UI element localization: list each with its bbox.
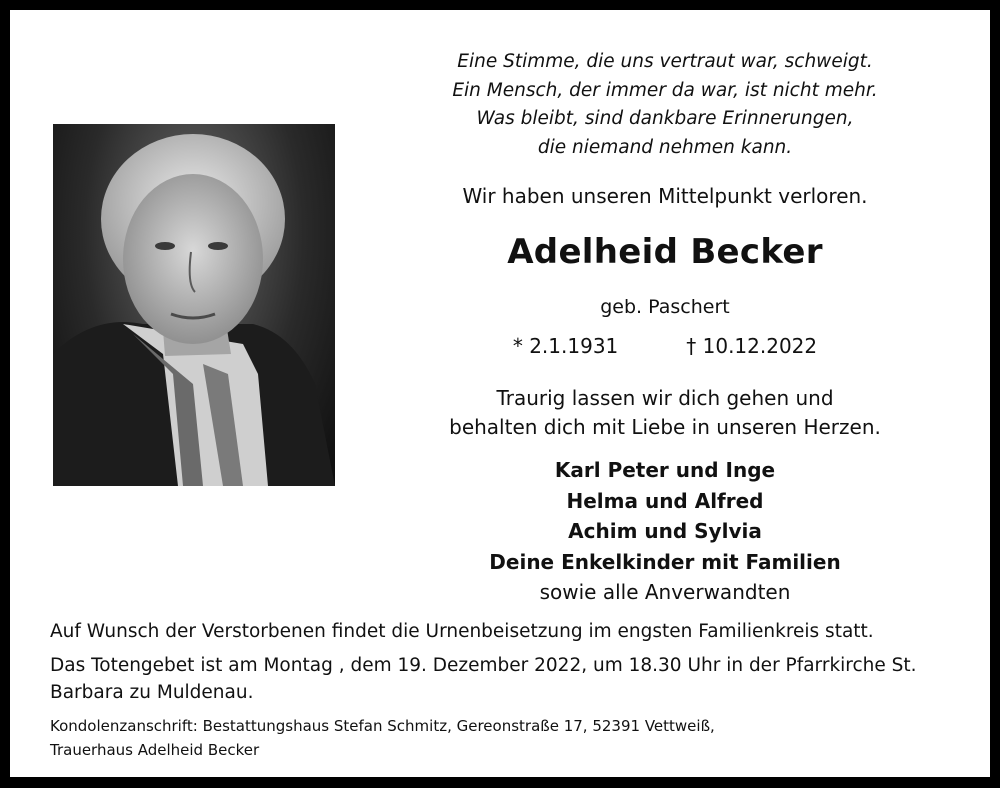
deceased-name: Adelheid Becker: [507, 232, 823, 272]
mourner-name: Helma und Alfred: [566, 488, 764, 513]
burial-info: Auf Wunsch der Verstorbenen findet die Urnenbeisetzung im engsten Familienkreis statt.: [50, 621, 874, 642]
portrait-photo: [53, 124, 335, 486]
poem-line: Ein Mensch, der immer da war, ist nicht mehr.: [452, 79, 878, 101]
intro-text: Wir haben unseren Mittelpunkt verloren.: [462, 184, 868, 208]
death-date: † 10.12.2022: [686, 334, 818, 358]
mourner-name: Deine Enkelkinder mit Familien: [489, 549, 841, 574]
obituary-notice: [10, 10, 990, 777]
life-dates: [420, 334, 910, 358]
condolence-line: Trauerhaus Adelheid Becker: [50, 741, 260, 759]
mourners-list: [420, 455, 910, 608]
verse-line: behalten dich mit Liebe in unseren Herzen.: [449, 415, 881, 439]
birth-date: * 2.1.1931: [512, 334, 619, 358]
poem-line: Was bleibt, sind dankbare Erinnerungen,: [476, 108, 854, 129]
mourner-name: Achim und Sylvia: [568, 519, 762, 543]
birth-name: geb. Paschert: [600, 296, 730, 318]
condolence-line: Kondolenzanschrift: Bestattungshaus Stefan Schmitz, Gereonstraße 17, 52391 Vettweiß,: [50, 717, 715, 735]
verse-line: Traurig lassen wir dich gehen und: [496, 386, 834, 410]
poem-line: die niemand nehmen kann.: [537, 136, 793, 158]
portrait-illustration: [53, 124, 335, 486]
condolence-address: [50, 714, 715, 762]
poem-block: [420, 48, 910, 162]
prayer-info: Das Totengebet ist am Montag , dem 19. Dezember 2022, um 18.30 Uhr in der Pfarrkirche St. Barbara zu Muldenau.: [50, 655, 917, 703]
relatives-text: sowie alle Anverwandten: [539, 580, 791, 604]
verse-block: [420, 384, 910, 442]
poem-line: Eine Stimme, die uns vertraut war, schweigt.: [457, 51, 873, 72]
mourner-name: Karl Peter und Inge: [554, 458, 776, 482]
